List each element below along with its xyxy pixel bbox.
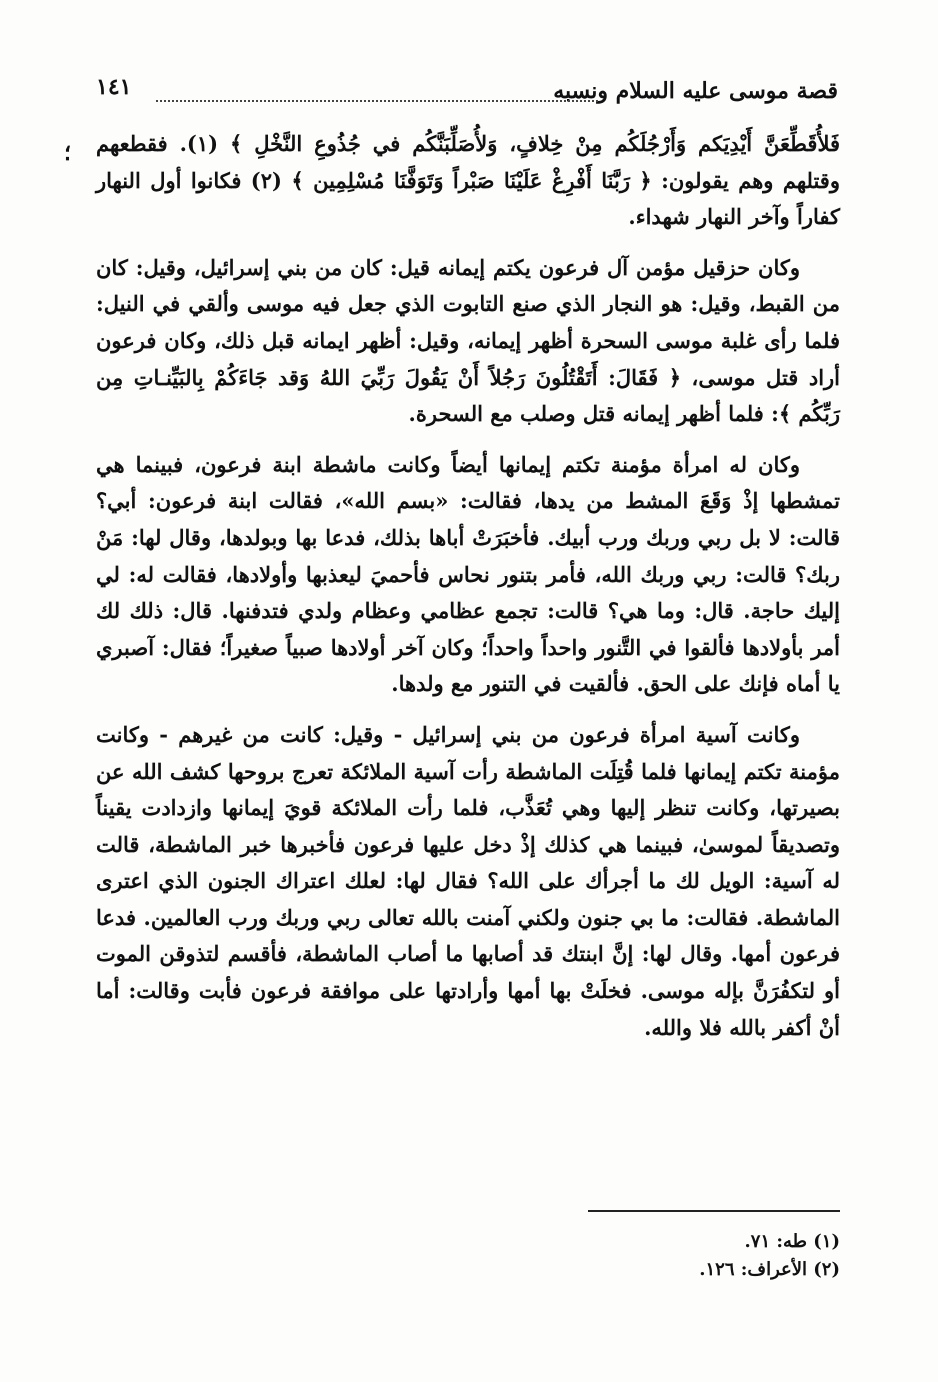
footnotes — [440, 1228, 840, 1284]
paragraph-4: وكانت آسية امرأة فرعون من بني إسرائيل - وقيل: كانت من غيرهم - وكانت مؤمنة تكتم إيمانها فلما قُتِلَت الماشطة رأت آسية الملائكة تعرج بروحها كشف الله عن بصيرتها، وكانت تنظر إليها وهي تُعَذَّب، فلما رأت الملائكة قويَ إيمانها وازدادت يقيناً وتصديقاً لموسىٰ، فبينما هي كذلك إذْ دخل عليها فرعون فأخبرها خبر الماشطة، قالت له آسية: الويل لك ما أجرأك على الله؟ فقال لها: لعلك اعتراك الجنون الذي اعترى الماشطة. فقالت: ما بي جنون ولكني آمنت بالله تعالى ربي وربك ورب العالمين. فدعا فرعون أمها. وقال لها: إنَّ ابنتك قد أصابها ما أصاب الماشطة، فأقسم لتذوقن الموت أو لتكفُرَنَّ بإله موسى. فخلَتْ بها أمها وأرادتها على موافقة فرعون فأبت وقالت: أما أنْ أكفر بالله فلا والله. — [96, 721, 840, 1040]
page-number: ١٤١ — [96, 74, 132, 100]
paragraph-3: وكان له امرأة مؤمنة تكتم إيمانها أيضاً وكانت ماشطة ابنة فرعون، فبينما هي تمشطها إذْ وَقَعَ المشط من يدها، فقالت: «بسم الله»، فقالت ابنة فرعون: أبي؟ قالت: لا بل ربي وربك ورب أبيك. فأخبَرَتْ أباها بذلك، فدعا بها وبولدها، وقال لها: مَنْ ربك؟ قالت: ربي وربك الله، فأمر بتنور نحاس فأحميَ ليعذبها وأولادها، فقالت له: لي إليك حاجة. قال: وما هي؟ قالت: تجمع عظامي وعظام ولدي فتدفنها. قال: ذلك لك أمر بأولادها فألقوا في التَّنور واحداً واحداً؛ وكان آخر أولادها صبياً صغيراً؛ فقال: آصبري يا أماه فإنك على الحق. فألقيت في التنور مع ولدها. — [96, 451, 840, 697]
footnote-separator — [588, 1210, 840, 1212]
footnote-1: (١) طه: ٧١. — [744, 1231, 840, 1252]
paragraph-1: فَلأُقَطِّعَنَّ أَيْدِيَكم وَأَرْجُلَكُم مِنْ خِلافٍ، وَلأُصَلِّبَنَّكُم في جُذُوعِ النَّخْلِ ﴾ (١). فقطعهم وقتلهم وهم يقولون: ﴿ رَبَّنَا أَفْرِغْ عَلَيْنَا صَبْراً وَتَوَفَّنَا مُسْلِمِين ﴾ (٢) فكانوا أول النهار كفاراً وآخر النهار شهداء. — [96, 131, 841, 230]
footnote-2: (٢) الأعراف: ١٢٦. — [699, 1259, 840, 1280]
main-text — [96, 126, 840, 1046]
margin-mark: ؛ — [64, 140, 71, 166]
page-header — [96, 74, 838, 114]
paragraph-2: وكان حزقيل مؤمن آل فرعون يكتم إيمانه قيل: كان من بني إسرائيل، وقيل: كان من القبط، وقيل: هو النجار الذي صنع التابوت الذي جعل فيه موسى وألقي في النيل: فلما رأى غلبة موسى السحرة أظهر إيمانه، وقيل: أظهر ايمانه قبل ذلك، وكان فرعون أراد قتل موسى، ﴿ فَقَالَ: أَتَقْتُلُونَ رَجُلاً أَنْ يَقُولَ رَبِّيَ اللهُ وَقد جَاءَكُمْ بِالبَيِّنـاتِ مِن رَبِّكُم ﴾: فلما أظهر إيمانه قتل وصلب مع السحرة. — [96, 254, 840, 427]
running-title: قصة موسى عليه السلام ونسبه — [553, 78, 838, 104]
header-dotted-leader — [156, 100, 598, 102]
